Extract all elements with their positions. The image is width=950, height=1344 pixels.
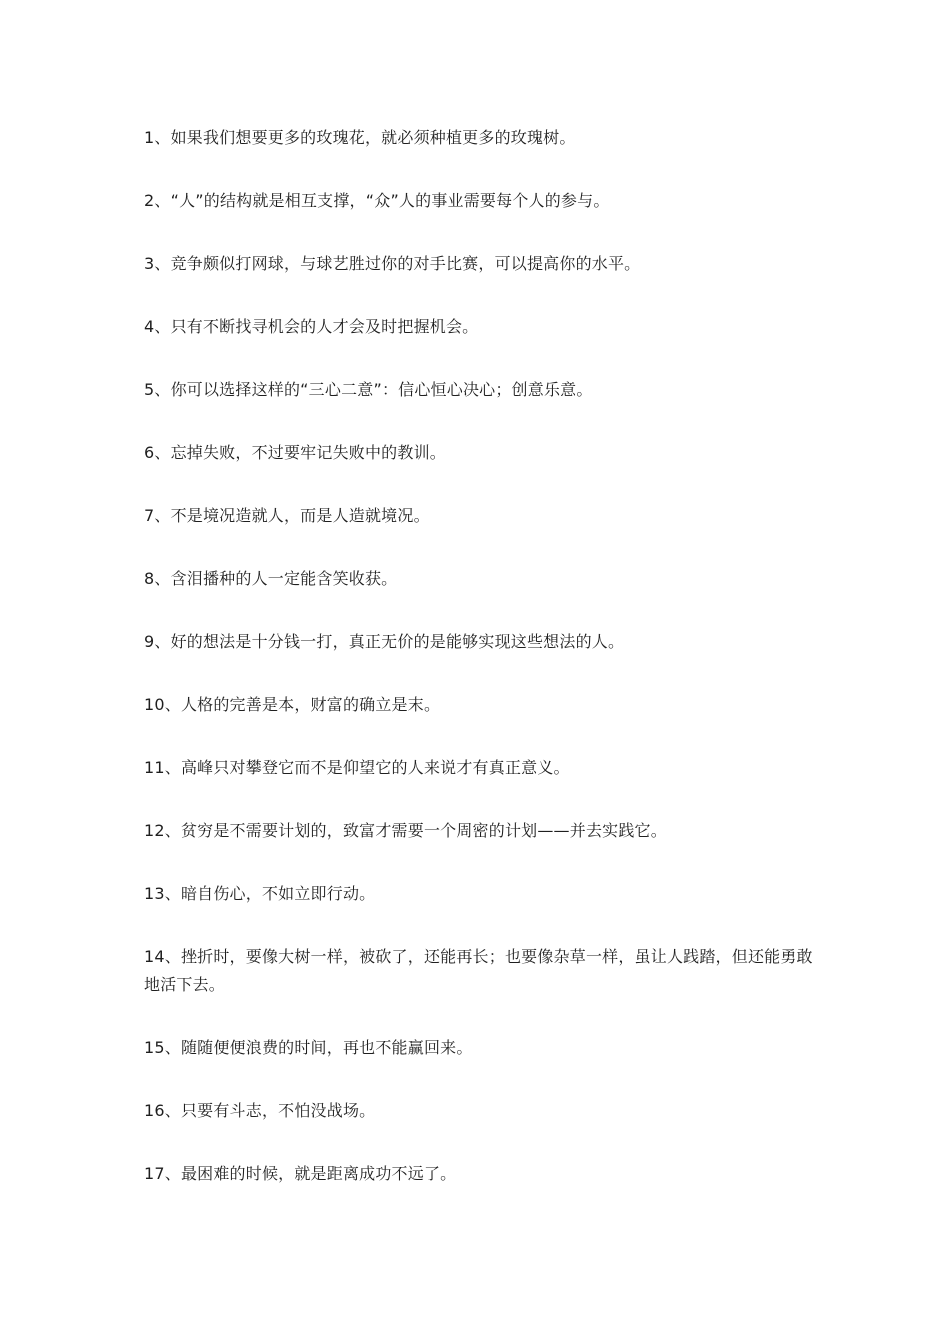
paragraph-14: 14、挫折时，要像大树一样，被砍了，还能再长；也要像杂草一样，虽让人践踏，但还能勇敢地活下去。 [144, 947, 813, 994]
paragraph-13: 13、暗自伤心，不如立即行动。 [144, 884, 376, 903]
paragraph-5: 5、你可以选择这样的“三心二意”：信心恒心决心；创意乐意。 [144, 380, 593, 399]
paragraph-4: 4、只有不断找寻机会的人才会及时把握机会。 [144, 317, 479, 336]
paragraph-12: 12、贫穷是不需要计划的，致富才需要一个周密的计划——并去实践它。 [144, 821, 667, 840]
paragraph-11: 11、高峰只对攀登它而不是仰望它的人来说才有真正意义。 [144, 758, 570, 777]
paragraph-8: 8、含泪播种的人一定能含笑收获。 [144, 569, 398, 588]
paragraph-9: 9、好的想法是十分钱一打，真正无价的是能够实现这些想法的人。 [144, 632, 625, 651]
paragraph-10: 10、人格的完善是本，财富的确立是末。 [144, 695, 441, 714]
paragraph-16: 16、只要有斗志，不怕没战场。 [144, 1101, 376, 1120]
paragraph-3: 3、竞争颇似打网球，与球艺胜过你的对手比赛，可以提高你的水平。 [144, 254, 641, 273]
paragraph-7: 7、不是境况造就人，而是人造就境况。 [144, 506, 430, 525]
document-body [144, 124, 814, 1188]
paragraph-6: 6、忘掉失败，不过要牢记失败中的教训。 [144, 443, 446, 462]
paragraph-2: 2、“人”的结构就是相互支撑，“众”人的事业需要每个人的参与。 [144, 191, 610, 210]
paragraph-1: 1、如果我们想要更多的玫瑰花，就必须种植更多的玫瑰树。 [144, 128, 576, 147]
paragraph-17: 17、最困难的时候，就是距离成功不远了。 [144, 1164, 457, 1183]
paragraph-15: 15、随随便便浪费的时间，再也不能赢回来。 [144, 1038, 473, 1057]
